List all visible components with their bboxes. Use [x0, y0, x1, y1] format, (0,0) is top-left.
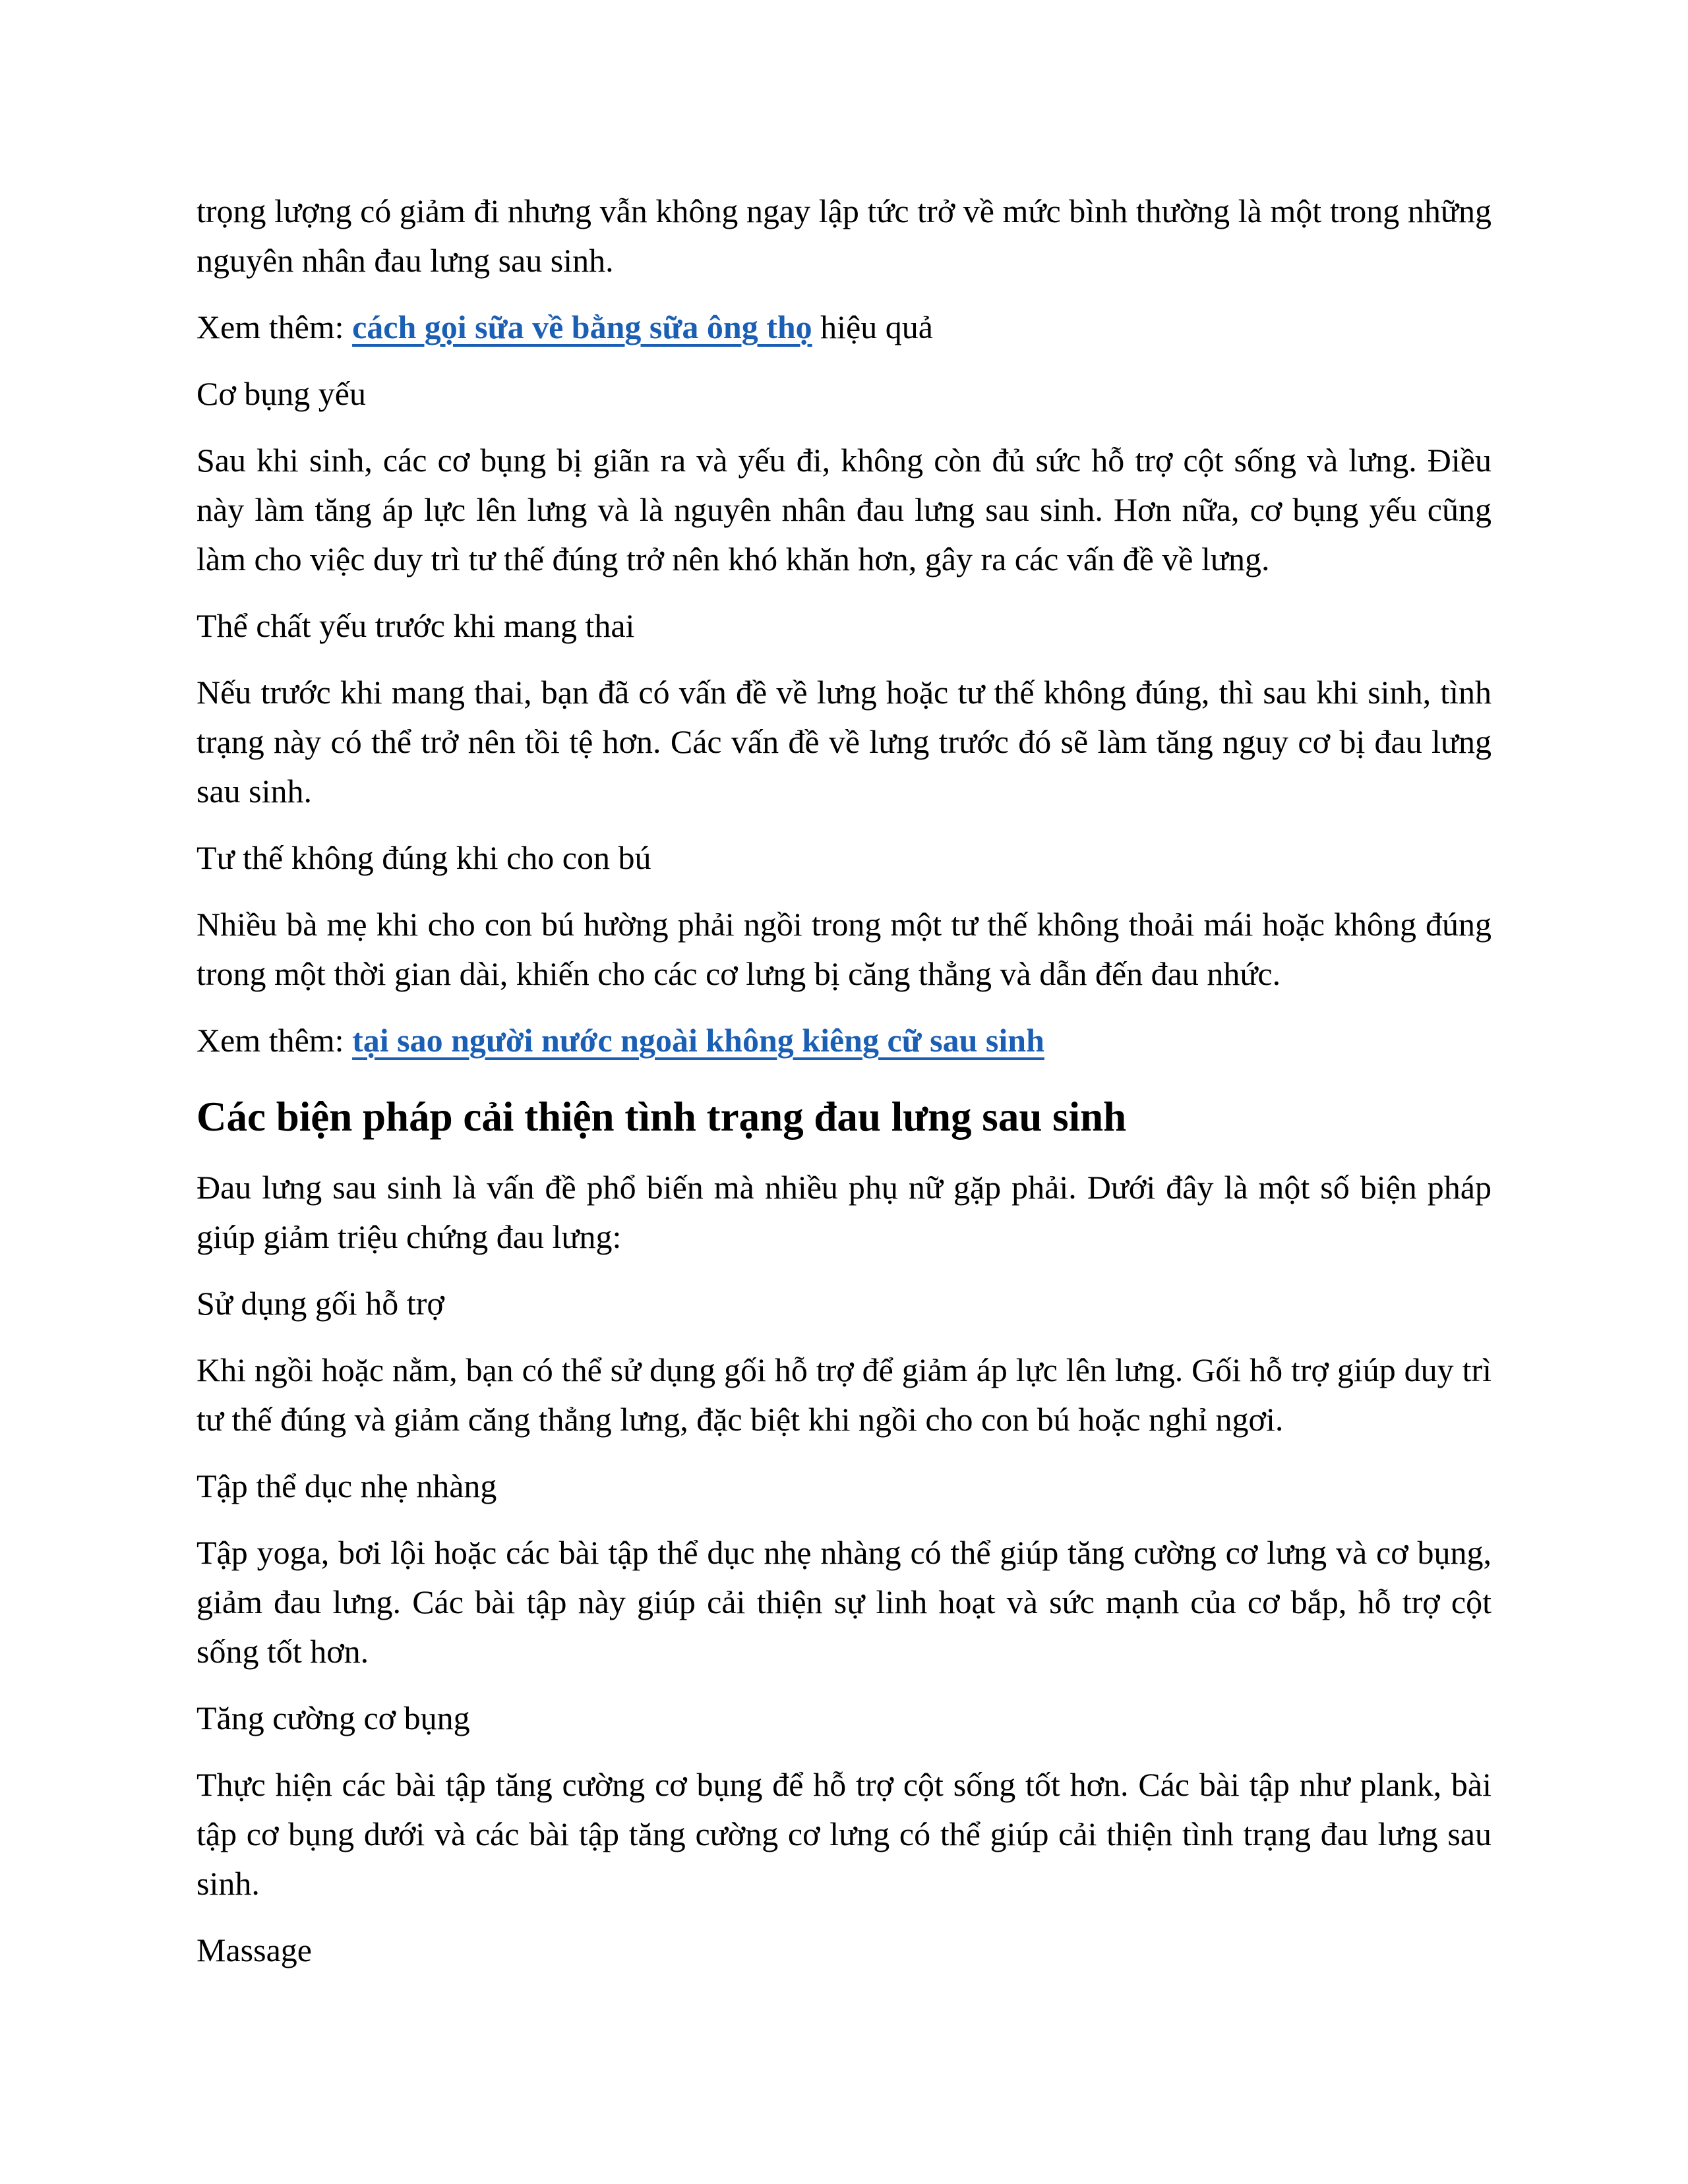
section-subheading: Thể chất yếu trước khi mang thai: [196, 607, 635, 644]
paragraph: Nhiều bà mẹ khi cho con bú hường phải ngồi trong một tư thế không thoải mái hoặc không đúng trong một thời gian dài, khiến cho các cơ lưng bị căng thẳng và dẫn đến đau nhức.: [196, 906, 1492, 992]
paragraph: Tập yoga, bơi lội hoặc các bài tập thể dục nhẹ nhàng có thể giúp tăng cường cơ lưng và cơ bụng, giảm đau lưng. Các bài tập này giúp cải thiện sự linh hoạt và sức mạnh của cơ bắp, hỗ trợ cột sống tốt hơn.: [196, 1533, 1492, 1670]
paragraph: Khi ngồi hoặc nằm, bạn có thể sử dụng gối hỗ trợ để giảm áp lực lên lưng. Gối hỗ trợ giúp duy trì tư thế đúng và giảm căng thẳng lưng, đặc biệt khi ngồi cho con bú hoặc nghỉ ngơi.: [196, 1351, 1492, 1438]
hyperlink[interactable]: cách gọi sữa về bằng sữa ông thọ: [352, 309, 812, 345]
paragraph: Đau lưng sau sinh là vấn đề phổ biến mà nhiều phụ nữ gặp phải. Dưới đây là một số biện pháp giúp giảm triệu chứng đau lưng:: [196, 1168, 1492, 1255]
section-subheading: Massage: [196, 1931, 312, 1968]
paragraph: Sau khi sinh, các cơ bụng bị giãn ra và yếu đi, không còn đủ sức hỗ trợ cột sống và lưng. Điều này làm tăng áp lực lên lưng và là nguyên nhân đau lưng sau sinh. Hơn nữa, cơ bụng yếu cũng làm cho việc duy trì tư thế đúng trở nên khó khăn hơn, gây ra các vấn đề về lưng.: [196, 442, 1492, 577]
section-heading: Các biện pháp cải thiện tình trạng đau lưng sau sinh: [196, 1094, 1127, 1140]
paragraph: Thực hiện các bài tập tăng cường cơ bụng để hỗ trợ cột sống tốt hơn. Các bài tập như plank, bài tập cơ bụng dưới và các bài tập tăng cường cơ lưng có thể giúp cải thiện tình trạng đau lưng sau sinh.: [196, 1765, 1492, 1902]
section-subheading: Tư thế không đúng khi cho con bú: [196, 839, 651, 876]
section-subheading: Tập thể dục nhẹ nhàng: [196, 1467, 497, 1504]
document-content: [196, 187, 1492, 1975]
see-more-line: [196, 1016, 1492, 1065]
hyperlink[interactable]: tại sao người nước ngoài không kiêng cữ sau sinh: [352, 1022, 1044, 1059]
section-subheading: Tăng cường cơ bụng: [196, 1699, 470, 1736]
paragraph: trọng lượng có giảm đi nhưng vẫn không ngay lập tức trở về mức bình thường là một trong những nguyên nhân đau lưng sau sinh.: [196, 192, 1492, 279]
see-more-line: [196, 303, 1492, 352]
see-more-prefix: Xem thêm:: [196, 309, 353, 345]
section-subheading: Cơ bụng yếu: [196, 375, 366, 412]
see-more-suffix: hiệu quả: [812, 309, 933, 345]
see-more-prefix: Xem thêm:: [196, 1022, 353, 1059]
section-subheading: Sử dụng gối hỗ trợ: [196, 1284, 444, 1322]
paragraph: Nếu trước khi mang thai, bạn đã có vấn đề về lưng hoặc tư thế không đúng, thì sau khi sinh, tình trạng này có thể trở nên tồi tệ hơn. Các vấn đề về lưng trước đó sẽ làm tăng nguy cơ bị đau lưng sau sinh.: [196, 674, 1492, 810]
